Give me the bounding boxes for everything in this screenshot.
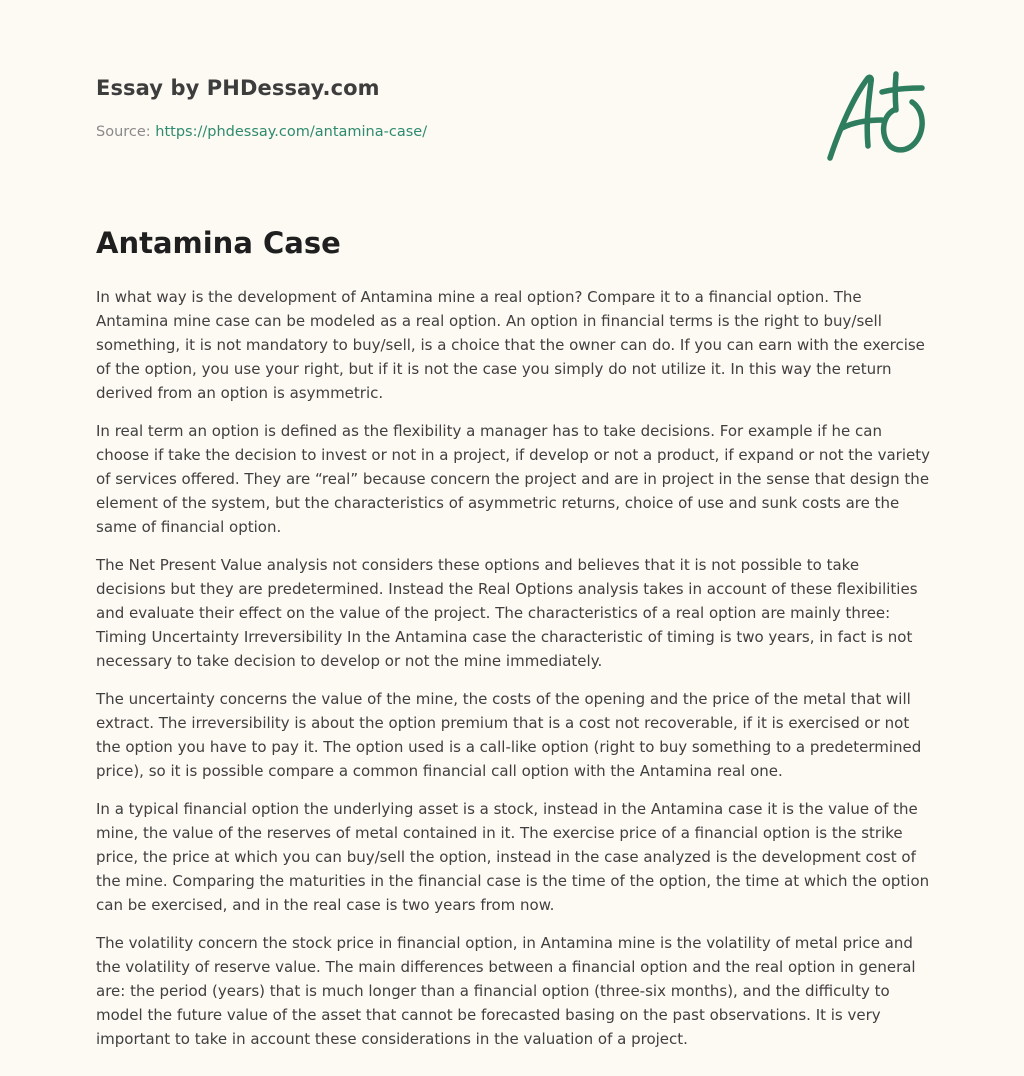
- a-plus-logo-icon: [824, 66, 930, 166]
- essay-paragraph: The volatility concern the stock price in financial option, in Antamina mine is the volatility of metal price and the volatility of reserve value. The main differences between a financial option and the real option in general are: the period (years) that is much longer than a financial option (three-six months), and the difficulty to model the future value of the asset that cannot be forecasted basing on the past observations. It is very important to take in account these considerations in the valuation of a project.: [96, 934, 916, 1048]
- site-brand: Essay by PHDessay.com: [96, 76, 380, 100]
- essay-paragraph: In a typical financial option the underlying asset is a stock, instead in the Antamina case it is the value of the mine, the value of the reserves of metal contained in it. The exercise price of a financial option is the strike price, the price at which you can buy/sell the option, instead in the case analyzed is the development cost of the mine. Comparing the maturities in the financial case is the time of the option, the time at which the option can be exercised, and in the real case is two years from now.: [96, 800, 930, 914]
- essay-paragraph: In what way is the development of Antamina mine a real option? Compare it to a financial option. The Antamina mine case can be modeled as a real option. An option in financial terms is the right to buy/sell something, it is not mandatory to buy/sell, is a choice that the owner can do. If you can earn with the exercise of the option, you use your right, but if it is not the case you simply do not utilize it. In this way the return derived from an option is asymmetric.: [96, 288, 925, 402]
- essay-body: [96, 285, 930, 1065]
- source-line: [96, 124, 427, 140]
- essay-title: Antamina Case: [96, 226, 341, 260]
- source-link[interactable]: https://phdessay.com/antamina-case/: [155, 124, 428, 140]
- source-label: Source:: [96, 124, 151, 140]
- essay-paragraph: In real term an option is defined as the flexibility a manager has to take decisions. For example if he can choose if take the decision to invest or not in a project, if develop or not a product, if expand or not the variety of services offered. They are “real” because concern the project and are in project in the sense that design the element of the system, but the characteristics of asymmetric returns, choice of use and sunk costs are the same of financial option.: [96, 422, 930, 536]
- essay-paragraph: The Net Present Value analysis not considers these options and believes that it is not possible to take decisions but they are predetermined. Instead the Real Options analysis takes in account of these flexibilities and evaluate their effect on the value of the project. The characteristics of a real option are mainly three: Timing Uncertainty Irreversibility In the Antamina case the characteristic of timing is two years, in fact is not necessary to take decision to develop or not the mine immediately.: [96, 556, 918, 670]
- essay-paragraph: The uncertainty concerns the value of the mine, the costs of the opening and the price of the metal that will extract. The irreversibility is about the option premium that is a cost not recoverable, if it is exercised or not the option you have to pay it. The option used is a call-like option (right to buy something to a predetermined price), so it is possible compare a common financial call option with the Antamina real one.: [96, 690, 922, 780]
